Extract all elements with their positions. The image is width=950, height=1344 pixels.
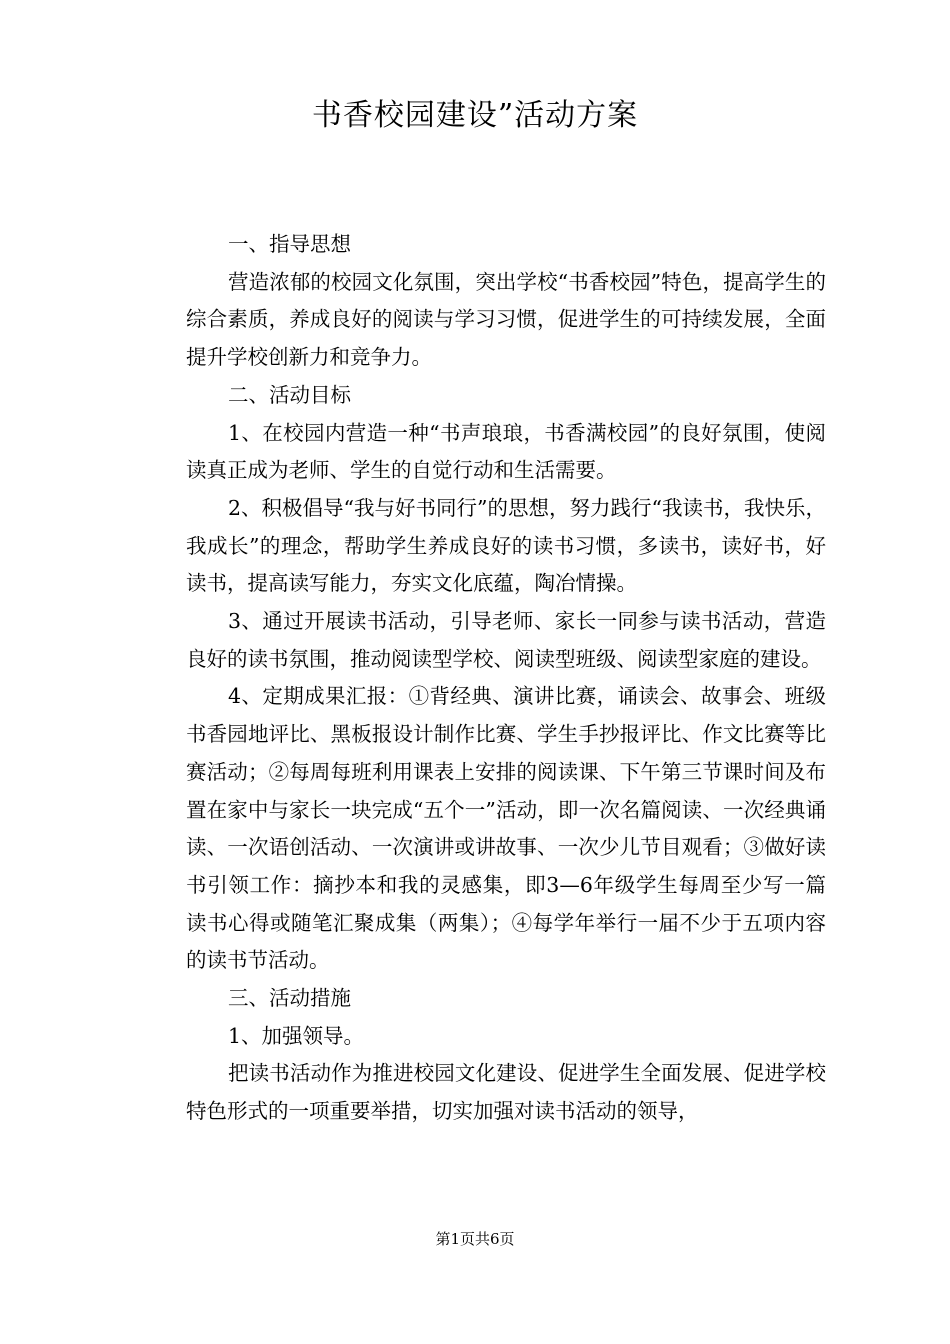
- page-number-footer: 第1页共6页: [435, 1230, 515, 1248]
- paragraph-measure-1-heading: 1、加强领导。: [228, 1023, 365, 1048]
- section-heading-activity-goals: 二、活动目标: [228, 382, 351, 407]
- document-body: [186, 226, 826, 1131]
- paragraph-goal-4: 4、定期成果汇报：①背经典、演讲比赛，诵读会、故事会、班级书香园地评比、黑板报设计制作比赛、学生手抄报评比、作文比赛等比赛活动；②每周每班利用课表上安排的阅读课、下午第三节课时间及布置在家中与家长一块完成“五个一”活动，即一次名篇阅读、一次经典诵读、一次语创活动、一次演讲或讲故事、一次少儿节目观看；③做好读书引领工作：摘抄本和我的灵感集，即3—6年级学生每周至少写一篇读书心得或随笔汇聚成集（两集）；④每学年举行一届不少于五项内容的读书节活动。: [186, 684, 826, 973]
- document-title: 书香校园建设”活动方案: [311, 98, 639, 133]
- paragraph-guiding-ideology: 营造浓郁的校园文化氛围，突出学校“书香校园”特色，提高学生的综合素质，养成良好的阅读与学习习惯，促进学生的可持续发展，全面提升学校创新力和竞争力。: [186, 269, 826, 370]
- section-heading-activity-measures: 三、活动措施: [228, 986, 351, 1011]
- section-heading-guiding-ideology: 一、指导思想: [228, 232, 351, 256]
- paragraph-goal-3: 3、通过开展读书活动，引导老师、家长一同参与读书活动，营造良好的读书氛围，推动阅读型学校、阅读型班级、阅读型家庭的建设。: [186, 609, 826, 671]
- paragraph-measure-1-body: 把读书活动作为推进校园文化建设、促进学生全面发展、促进学校特色形式的一项重要举措，切实加强对读书活动的领导，: [186, 1061, 826, 1124]
- paragraph-goal-2: 2、积极倡导“我与好书同行”的思想，努力践行“我读书，我快乐，我成长”的理念，帮助学生养成良好的读书习惯，多读书，读好书，好读书，提高读写能力，夯实文化底蕴，陶冶情操。: [186, 495, 826, 596]
- paragraph-goal-1: 1、在校园内营造一种“书声琅琅，书香满校园”的良好氛围，使阅读真正成为老师、学生的自觉行动和生活需要。: [186, 420, 826, 483]
